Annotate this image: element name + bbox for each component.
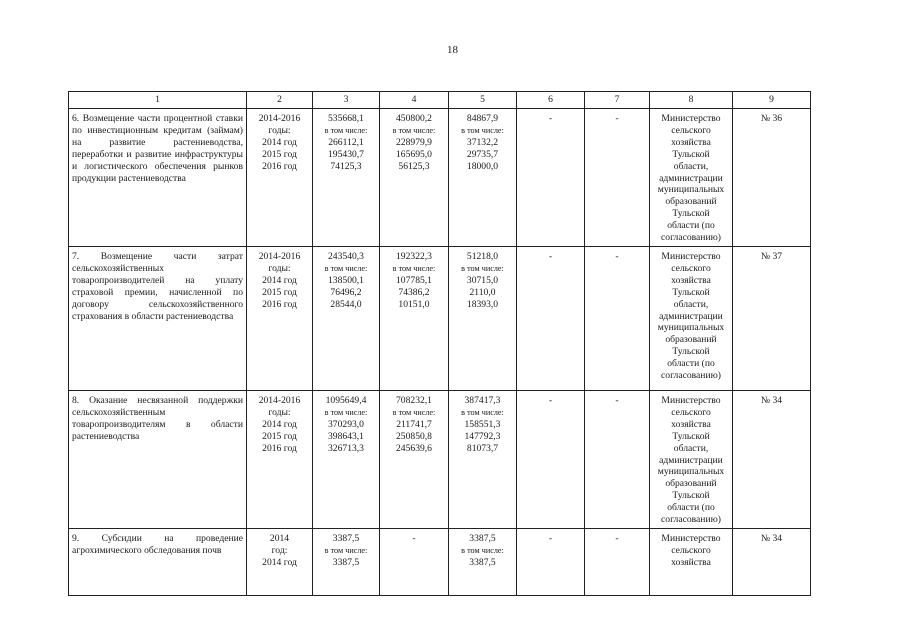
period-cell bbox=[247, 528, 313, 595]
period-line: 2016 год bbox=[262, 442, 297, 454]
total-cell bbox=[313, 109, 380, 247]
col6-cell: - bbox=[517, 109, 585, 247]
value-line: 2110,0 bbox=[469, 286, 496, 298]
col4-cell bbox=[380, 390, 449, 528]
executor-line: Тульской bbox=[672, 346, 710, 358]
reference-cell: № 34 bbox=[733, 390, 811, 528]
value-line: 37132,2 bbox=[466, 136, 499, 148]
col7-cell: - bbox=[585, 390, 650, 528]
period-line: 2014-2016 bbox=[258, 113, 301, 124]
executor-line: согласованию) bbox=[661, 370, 721, 382]
executor-line: Тульской bbox=[672, 148, 710, 160]
col5-cell bbox=[449, 390, 517, 528]
value-line: 84867,9 bbox=[466, 113, 499, 124]
value-line: 195430,7 bbox=[328, 148, 364, 160]
executor-line: Тульской bbox=[672, 208, 710, 220]
col6-cell: - bbox=[517, 390, 585, 528]
period-line: 2014 год bbox=[262, 556, 297, 568]
value-line: 56125,3 bbox=[398, 160, 430, 172]
measures-table bbox=[68, 91, 811, 596]
period-line: 2014 год bbox=[262, 274, 297, 286]
executor-line: сельского bbox=[671, 124, 711, 136]
executor-line: муниципальных bbox=[657, 184, 725, 196]
period-line: 2014-2016 bbox=[258, 394, 301, 406]
reference-cell: № 37 bbox=[733, 246, 811, 390]
period-line: 2016 год bbox=[262, 160, 297, 172]
value-line: в том числе: bbox=[461, 263, 504, 273]
period-line: 2014 год bbox=[262, 136, 297, 148]
value-line: 74386,2 bbox=[398, 286, 430, 298]
value-line: 107785,1 bbox=[396, 274, 432, 286]
table-row bbox=[69, 246, 811, 390]
executor-line: сельского bbox=[671, 262, 711, 274]
value-line: 398643,1 bbox=[328, 430, 364, 442]
executor-line: Министерство bbox=[661, 532, 721, 544]
header-cell: 4 bbox=[380, 92, 449, 109]
total-cell bbox=[313, 528, 380, 595]
value-line: 30715,0 bbox=[466, 274, 499, 286]
value-line: в том числе: bbox=[324, 263, 368, 273]
executor-line: сельского bbox=[671, 544, 711, 556]
executor-line: администрации bbox=[659, 310, 723, 322]
reference-cell: № 36 bbox=[733, 109, 811, 247]
value-line: 228979,9 bbox=[396, 136, 432, 148]
executor-line: хозяйства bbox=[671, 556, 711, 568]
executor-line: сельского bbox=[671, 406, 711, 418]
period-cell bbox=[247, 390, 313, 528]
period-line: год: bbox=[271, 544, 288, 556]
value-line: в том числе: bbox=[461, 125, 504, 135]
period-cell bbox=[247, 246, 313, 390]
period-line: годы: bbox=[268, 262, 291, 274]
header-cell: 2 bbox=[247, 92, 313, 109]
value-line: 450800,2 bbox=[396, 113, 432, 124]
value-line: в том числе: bbox=[392, 263, 436, 273]
executor-line: Министерство bbox=[661, 250, 721, 262]
executor-line: Тульской bbox=[672, 490, 710, 502]
executor-line: области (по bbox=[667, 358, 715, 370]
executor-line: области (по bbox=[667, 220, 715, 232]
col7-cell: - bbox=[585, 528, 650, 595]
header-cell: 5 bbox=[449, 92, 517, 109]
executor-line: хозяйства bbox=[671, 418, 711, 430]
total-cell bbox=[313, 246, 380, 390]
value-line: 250850,8 bbox=[396, 430, 432, 442]
table-row bbox=[69, 109, 811, 247]
executor-line: Тульской bbox=[672, 430, 710, 442]
table-row bbox=[69, 528, 811, 595]
value-line: 211741,7 bbox=[396, 418, 432, 430]
table-row bbox=[69, 390, 811, 528]
value-line: 708232,1 bbox=[396, 394, 432, 406]
executor-line: согласованию) bbox=[661, 232, 721, 244]
col7-cell: - bbox=[585, 109, 650, 247]
reference-cell: № 34 bbox=[733, 528, 811, 595]
col6-cell: - bbox=[517, 528, 585, 595]
value-line: 192322,3 bbox=[396, 250, 432, 262]
value-line: в том числе: bbox=[461, 545, 504, 555]
value-line: 266112,1 bbox=[328, 136, 364, 148]
col7-cell: - bbox=[585, 246, 650, 390]
measure-name: 7. Возмещение части затрат сельскохозяйственных товаропроизводителей на уплату страховой премии, начисленной по договору сельскохозяйственного страхования в области растениеводства bbox=[69, 246, 247, 390]
header-cell: 8 bbox=[650, 92, 733, 109]
executor-line: области, bbox=[673, 298, 709, 310]
period-line: 2015 год bbox=[262, 430, 297, 442]
period-line: 2016 год bbox=[262, 298, 297, 310]
period-line: 2015 год bbox=[262, 148, 297, 160]
executor-line: Тульской bbox=[672, 286, 710, 298]
value-line: 3387,5 bbox=[332, 556, 360, 568]
executor-line: образований bbox=[665, 478, 717, 490]
value-line: 158551,3 bbox=[464, 418, 501, 430]
col5-cell bbox=[449, 246, 517, 390]
value-line: 1095649,4 bbox=[325, 394, 367, 406]
period-line: годы: bbox=[268, 406, 291, 418]
executor-line: области, bbox=[673, 160, 709, 172]
col4-cell bbox=[380, 528, 449, 595]
value-line: в том числе: bbox=[324, 125, 368, 135]
executor-line: администрации bbox=[659, 454, 723, 466]
col4-cell bbox=[380, 246, 449, 390]
period-line: 2014 год bbox=[262, 418, 297, 430]
value-line: - bbox=[412, 532, 416, 544]
value-line: в том числе: bbox=[392, 125, 436, 135]
value-line: 74125,3 bbox=[330, 160, 362, 172]
executor-line: хозяйства bbox=[671, 274, 711, 286]
header-cell: 3 bbox=[313, 92, 380, 109]
value-line: 3387,5 bbox=[469, 556, 496, 568]
header-cell: 1 bbox=[69, 92, 247, 109]
executor-line: муниципальных bbox=[657, 322, 725, 334]
value-line: 81073,7 bbox=[466, 442, 499, 454]
executor-line: области (по bbox=[667, 502, 715, 514]
executor-line: согласованию) bbox=[661, 514, 721, 526]
executor-line: образований bbox=[665, 196, 717, 208]
value-line: 165695,0 bbox=[396, 148, 432, 160]
value-line: 29735,7 bbox=[466, 148, 499, 160]
executor-line: Министерство bbox=[661, 394, 721, 406]
value-line: 3387,5 bbox=[332, 532, 360, 544]
value-line: в том числе: bbox=[461, 407, 504, 417]
total-cell bbox=[313, 390, 380, 528]
value-line: 245639,6 bbox=[396, 442, 432, 454]
col5-cell bbox=[449, 528, 517, 595]
value-line: 243540,3 bbox=[328, 250, 364, 262]
measure-name: 8. Оказание несвязанной поддержки сельскохозяйственным товаропроизводителям в области растениеводства bbox=[69, 390, 247, 528]
value-line: 18000,0 bbox=[466, 160, 499, 172]
period-cell bbox=[247, 109, 313, 247]
value-line: 326713,3 bbox=[328, 442, 364, 454]
table-header-row bbox=[69, 92, 811, 109]
value-line: 535668,1 bbox=[328, 113, 364, 124]
period-line: 2015 год bbox=[262, 286, 297, 298]
measure-name: 6. Возмещение части процентной ставки по инвестиционным кредитам (займам) на развитие растениеводства, переработки и развитие инфраструктуры и логистического обеспечения рынков продукции растениеводства bbox=[69, 109, 247, 247]
executor-line: области, bbox=[673, 442, 709, 454]
measure-name: 9. Субсидии на проведение агрохимического обследования почв bbox=[69, 528, 247, 595]
executor-cell bbox=[650, 109, 733, 247]
value-line: 51218,0 bbox=[466, 250, 499, 262]
executor-cell bbox=[650, 246, 733, 390]
col6-cell: - bbox=[517, 246, 585, 390]
value-line: 3387,5 bbox=[469, 532, 496, 544]
executor-line: образований bbox=[665, 334, 717, 346]
executor-line: администрации bbox=[659, 172, 723, 184]
value-line: 10151,0 bbox=[398, 298, 430, 310]
col4-cell bbox=[380, 109, 449, 247]
value-line: в том числе: bbox=[392, 407, 436, 417]
executor-line: муниципальных bbox=[657, 466, 725, 478]
value-line: в том числе: bbox=[324, 407, 368, 417]
value-line: 147792,3 bbox=[464, 430, 501, 442]
executor-line: Министерство bbox=[661, 113, 721, 124]
executor-line: хозяйства bbox=[671, 136, 711, 148]
header-cell: 9 bbox=[733, 92, 811, 109]
value-line: 370293,0 bbox=[328, 418, 364, 430]
period-line: 2014-2016 bbox=[258, 250, 301, 262]
executor-cell bbox=[650, 390, 733, 528]
col5-cell bbox=[449, 109, 517, 247]
value-line: 138500,1 bbox=[328, 274, 364, 286]
value-line: 18393,0 bbox=[466, 298, 499, 310]
header-cell: 7 bbox=[585, 92, 650, 109]
period-line: 2014 bbox=[269, 532, 290, 544]
period-line: годы: bbox=[268, 124, 291, 136]
page-number: 18 bbox=[447, 44, 458, 56]
header-cell: 6 bbox=[517, 92, 585, 109]
value-line: 76496,2 bbox=[330, 286, 362, 298]
executor-cell bbox=[650, 528, 733, 595]
value-line: 28544,0 bbox=[330, 298, 362, 310]
value-line: в том числе: bbox=[324, 545, 368, 555]
value-line: 387417,3 bbox=[464, 394, 501, 406]
